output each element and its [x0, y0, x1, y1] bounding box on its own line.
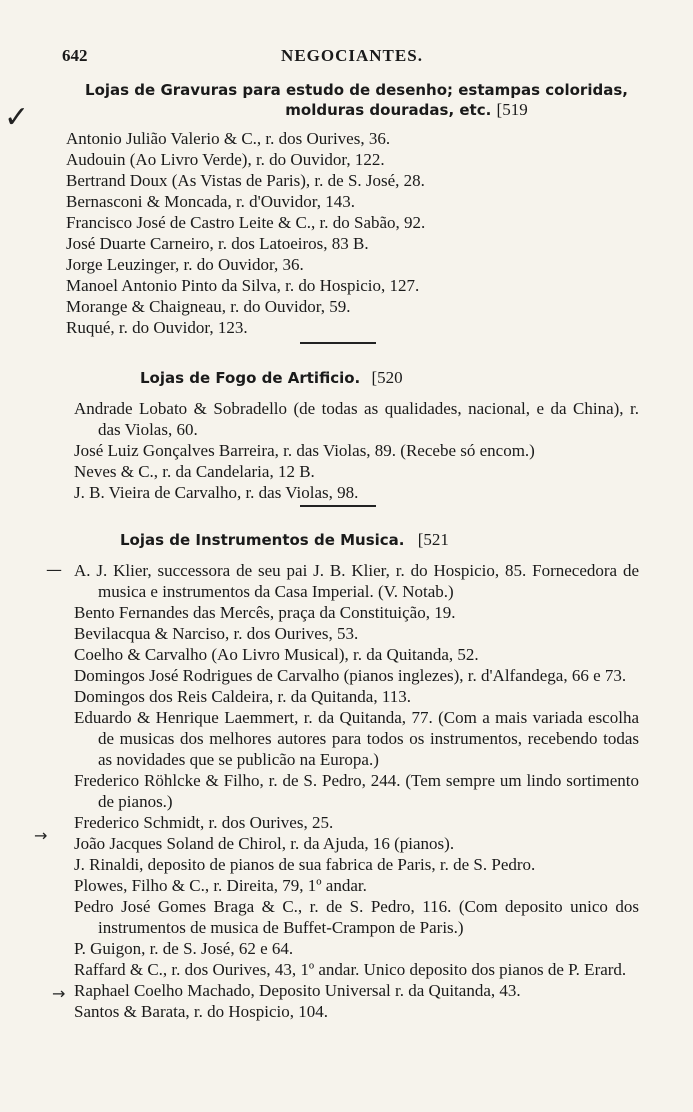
list-item: Plowes, Filho & C., r. Direita, 79, 1º andar. [74, 876, 367, 895]
list-item: P. Guigon, r. de S. José, 62 e 64. [74, 939, 294, 958]
section-heading-line1: Lojas de Gravuras para estudo de desenho; estampas coloridas, [85, 81, 628, 99]
margin-arrow-mark: → [34, 826, 48, 845]
section-divider [300, 505, 376, 507]
list-item: José Luiz Gonçalves Barreira, r. das Violas, 89. (Recebe só encom.) [74, 441, 535, 460]
section-heading [0, 530, 693, 550]
section-number: [519 [496, 100, 528, 119]
section-number: [521 [417, 530, 449, 549]
list-item: Jorge Leuzinger, r. do Ouvidor, 36. [66, 255, 304, 274]
list-item: Frederico Röhlcke & Filho, r. de S. Pedro, 244. (Tem sempre um lindo sortimento de pianos.) [74, 771, 639, 811]
list-item: Francisco José de Castro Leite & C., r. do Sabão, 92. [66, 213, 426, 232]
list-item: Bertrand Doux (As Vistas de Paris), r. de S. José, 28. [66, 171, 425, 190]
list-item: Ruqué, r. do Ouvidor, 123. [66, 318, 248, 337]
entry-list [74, 398, 639, 503]
list-item: Raphael Coelho Machado, Deposito Universal r. da Quitanda, 43. [74, 981, 521, 1000]
list-item: Coelho & Carvalho (Ao Livro Musical), r. da Quitanda, 52. [74, 645, 479, 664]
list-item: Antonio Julião Valerio & C., r. dos Ourives, 36. [66, 129, 391, 148]
list-item: Pedro José Gomes Braga & C., r. de S. Pedro, 116. (Com deposito unico dos instrumentos de musica de Buffet-Crampon de Paris.) [74, 897, 639, 937]
list-item: Domingos dos Reis Caldeira, r. da Quitanda, 113. [74, 687, 411, 706]
list-item: Bernasconi & Moncada, r. d'Ouvidor, 143. [66, 192, 355, 211]
list-item: J. Rinaldi, deposito de pianos de sua fabrica de Paris, r. de S. Pedro. [74, 855, 536, 874]
list-item: J. B. Vieira de Carvalho, r. das Violas, 98. [74, 483, 359, 502]
margin-dash-mark: — [46, 560, 62, 579]
list-item: Bento Fernandes das Mercês, praça da Constituição, 19. [74, 603, 456, 622]
list-item: José Duarte Carneiro, r. dos Latoeiros, 83 B. [66, 234, 369, 253]
list-item: Audouin (Ao Livro Verde), r. do Ouvidor, 122. [66, 150, 385, 169]
list-item: A. J. Klier, successora de seu pai J. B. Klier, r. do Hospicio, 85. Fornecedora de musica e instrumentos da Casa Imperial. (V. Notab.) [74, 561, 639, 601]
section-instrumentos-musica [0, 530, 693, 1022]
list-item: Eduardo & Henrique Laemmert, r. da Quitanda, 77. (Com a mais variada escolha de musicas dos melhores autores para todos os instrumentos, recebendo todas as novidades que se publicão na Europa.) [74, 708, 639, 769]
section-fogo-artificio [0, 368, 693, 503]
page-number: 642 [62, 46, 88, 65]
list-item: Bevilacqua & Narciso, r. dos Ourives, 53. [74, 624, 359, 643]
list-item: Santos & Barata, r. do Hospicio, 104. [74, 1002, 329, 1021]
entry-list [74, 560, 639, 1022]
list-item: Domingos José Rodrigues de Carvalho (pianos inglezes), r. d'Alfandega, 66 e 73. [74, 666, 627, 685]
section-heading-text: Lojas de Fogo de Artificio. [140, 369, 361, 387]
list-item: Neves & C., r. da Candelaria, 12 B. [74, 462, 315, 481]
list-item: Frederico Schmidt, r. dos Ourives, 25. [74, 813, 334, 832]
section-gravuras [0, 80, 693, 338]
margin-arrow-mark: → [52, 984, 66, 1003]
page-title: NEGOCIANTES. [281, 46, 423, 65]
list-item: Raffard & C., r. dos Ourives, 43, 1º andar. Unico deposito dos pianos de P. Erard. [74, 960, 627, 979]
page-header [62, 46, 642, 68]
section-heading [0, 368, 693, 388]
section-number: [520 [371, 368, 403, 387]
margin-check-mark: ✓ [4, 100, 30, 135]
section-heading-line2: molduras douradas, etc. [285, 101, 492, 119]
entry-list [66, 128, 633, 338]
section-heading-text: Lojas de Instrumentos de Musica. [120, 531, 405, 549]
section-heading [0, 80, 693, 120]
list-item: Andrade Lobato & Sobradello (de todas as qualidades, nacional, e da China), r. das Violas, 60. [74, 399, 639, 439]
section-divider [300, 342, 376, 344]
list-item: Morange & Chaigneau, r. do Ouvidor, 59. [66, 297, 351, 316]
list-item: Manoel Antonio Pinto da Silva, r. do Hospicio, 127. [66, 276, 420, 295]
list-item: João Jacques Soland de Chirol, r. da Ajuda, 16 (pianos). [74, 834, 455, 853]
